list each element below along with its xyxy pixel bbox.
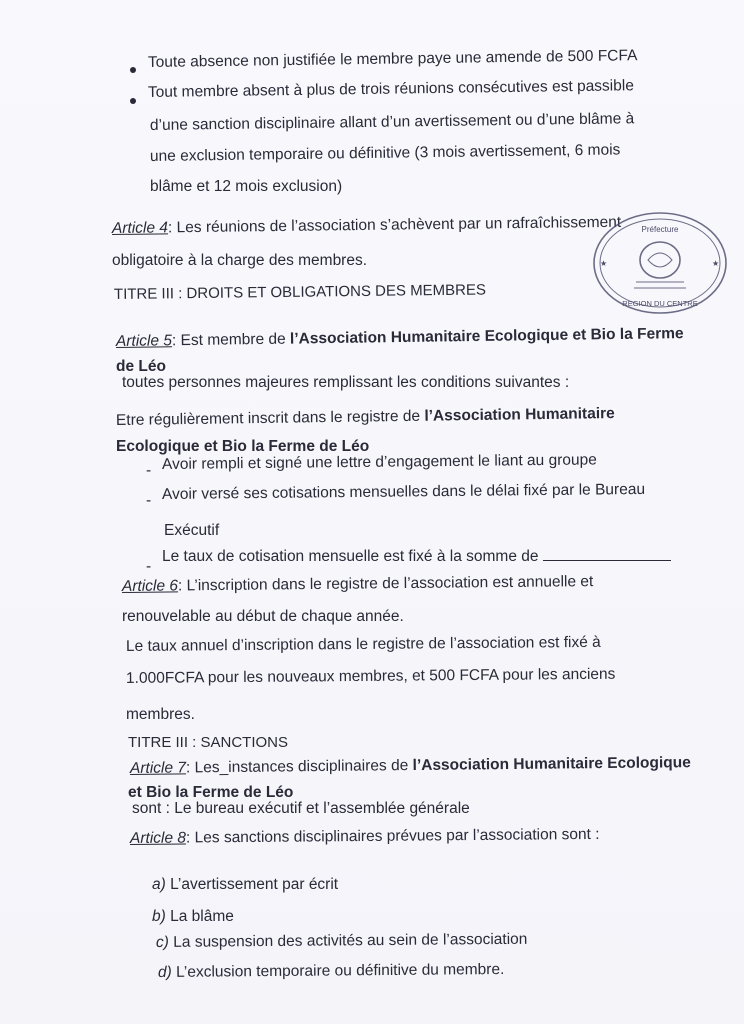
bullet-1: Toute absence non justifiée le membre paye une amende de 500 FCFA	[147, 47, 638, 71]
condition-3-text: Le taux de cotisation mensuelle est fixé à la somme de	[162, 548, 539, 565]
dash-marker: -	[146, 492, 152, 509]
article-5-line3-text: Etre régulièrement inscrit dans le registre de	[115, 407, 425, 429]
blank-line	[543, 560, 671, 561]
article-6-line4: 1.000FCFA pour les nouveaux membres, et 500 FCFA pour les anciens	[125, 665, 616, 687]
condition-2-line2: Exécutif	[164, 522, 220, 539]
condition-1: Avoir rempli et signé une lettre d’engagement le liant au groupe	[161, 451, 597, 473]
sanction-item	[156, 931, 528, 952]
article-8-text: : Les sanctions disciplinaires prévues par l’association sont :	[185, 825, 600, 847]
sanction-letter: d)	[157, 963, 172, 981]
stamp-emblem-detail	[648, 253, 672, 267]
bullet-2-line3: une exclusion temporaire ou définitive (3 mois avertissement, 6 mois	[149, 141, 621, 165]
article-5-line2: toutes personnes majeures remplissant les conditions suivantes :	[122, 374, 570, 391]
dash-marker: -	[146, 558, 152, 575]
stamp-text-bottom: REGION DU CENTRE	[622, 299, 698, 308]
sanction-text: La suspension des activités au sein de l’association	[173, 930, 528, 951]
sanction-text: La blâme	[170, 908, 234, 925]
sanction-item	[152, 908, 234, 926]
article-7	[130, 754, 691, 778]
bullet-2-line4: blâme et 12 mois exclusion)	[150, 178, 343, 195]
sanction-letter: c)	[155, 933, 169, 951]
article-5-line3	[116, 405, 615, 430]
section-title-droits: TITRE III : DROITS ET OBLIGATIONS DES MEMBRES	[113, 281, 487, 303]
association-name-cont: et Bio la Ferme de Léo	[128, 784, 294, 801]
association-name-cont: de Léo	[116, 358, 166, 375]
article-6-label: Article 6	[121, 577, 179, 595]
article-4-text: : Les réunions de l’association s’achèvent par un rafraîchissement	[167, 213, 622, 237]
article-8	[130, 826, 600, 848]
article-7-label: Article 7	[129, 759, 187, 777]
sanction-text: L’avertissement par écrit	[170, 876, 339, 893]
bullet-2-line2: d’une sanction disciplinaire allant d’un avertissement ou d’une blâme à	[149, 110, 635, 134]
association-name: l’Association Humanitaire	[424, 405, 615, 425]
official-stamp	[590, 208, 730, 318]
condition-3	[162, 548, 671, 566]
bullet-dot	[130, 67, 136, 73]
article-4	[112, 214, 621, 238]
sanction-text: L’exclusion temporaire ou définitive du membre.	[176, 960, 505, 981]
article-5-label: Article 5	[115, 332, 173, 350]
article-5	[116, 325, 684, 351]
sanction-item	[158, 961, 505, 982]
bullet-2: Tout membre absent à plus de trois réunions consécutives est passible	[147, 77, 635, 101]
stamp-emblem	[640, 242, 680, 278]
stamp-star-icon: ★	[600, 259, 608, 268]
article-7-line2: sont : Le bureau exécutif et l’assemblée générale	[132, 800, 470, 817]
condition-2: Avoir versé ses cotisations mensuelles dans le délai fixé par le Bureau	[161, 480, 646, 503]
sanction-letter: b)	[152, 908, 166, 925]
article-6-text: : L’inscription dans le registre de l’association est annuelle et	[177, 573, 594, 595]
article-4-line2: obligatoire à la charge des membres.	[112, 252, 368, 269]
association-name: l’Association Humanitaire Ecologique et Bio la Ferme	[289, 325, 684, 348]
article-6-line3: Le taux annuel d’inscription dans le registre de l’association est fixé à	[125, 633, 601, 655]
association-name-cont: Ecologique et Bio la Ferme de Léo	[116, 438, 370, 455]
article-8-label: Article 8	[129, 829, 187, 847]
sanction-letter: a)	[152, 876, 166, 893]
article-6	[122, 573, 593, 596]
sanction-item	[152, 876, 338, 894]
article-6-line2: renouvelable au début de chaque année.	[122, 608, 404, 625]
bullet-dot	[130, 98, 136, 104]
section-title-sanctions: TITRE III : SANCTIONS	[128, 734, 289, 751]
stamp-star-icon: ★	[712, 259, 720, 268]
article-6-line5: membres.	[126, 706, 195, 723]
association-name: l’Association Humanitaire Ecologique	[412, 754, 691, 775]
article-4-label: Article 4	[111, 219, 169, 237]
dash-marker: -	[146, 462, 152, 479]
article-5-text: : Est membre de	[171, 330, 291, 350]
stamp-text-top: Préfecture	[641, 225, 679, 234]
article-7-text: : Les_instances disciplinaires de	[185, 757, 413, 777]
